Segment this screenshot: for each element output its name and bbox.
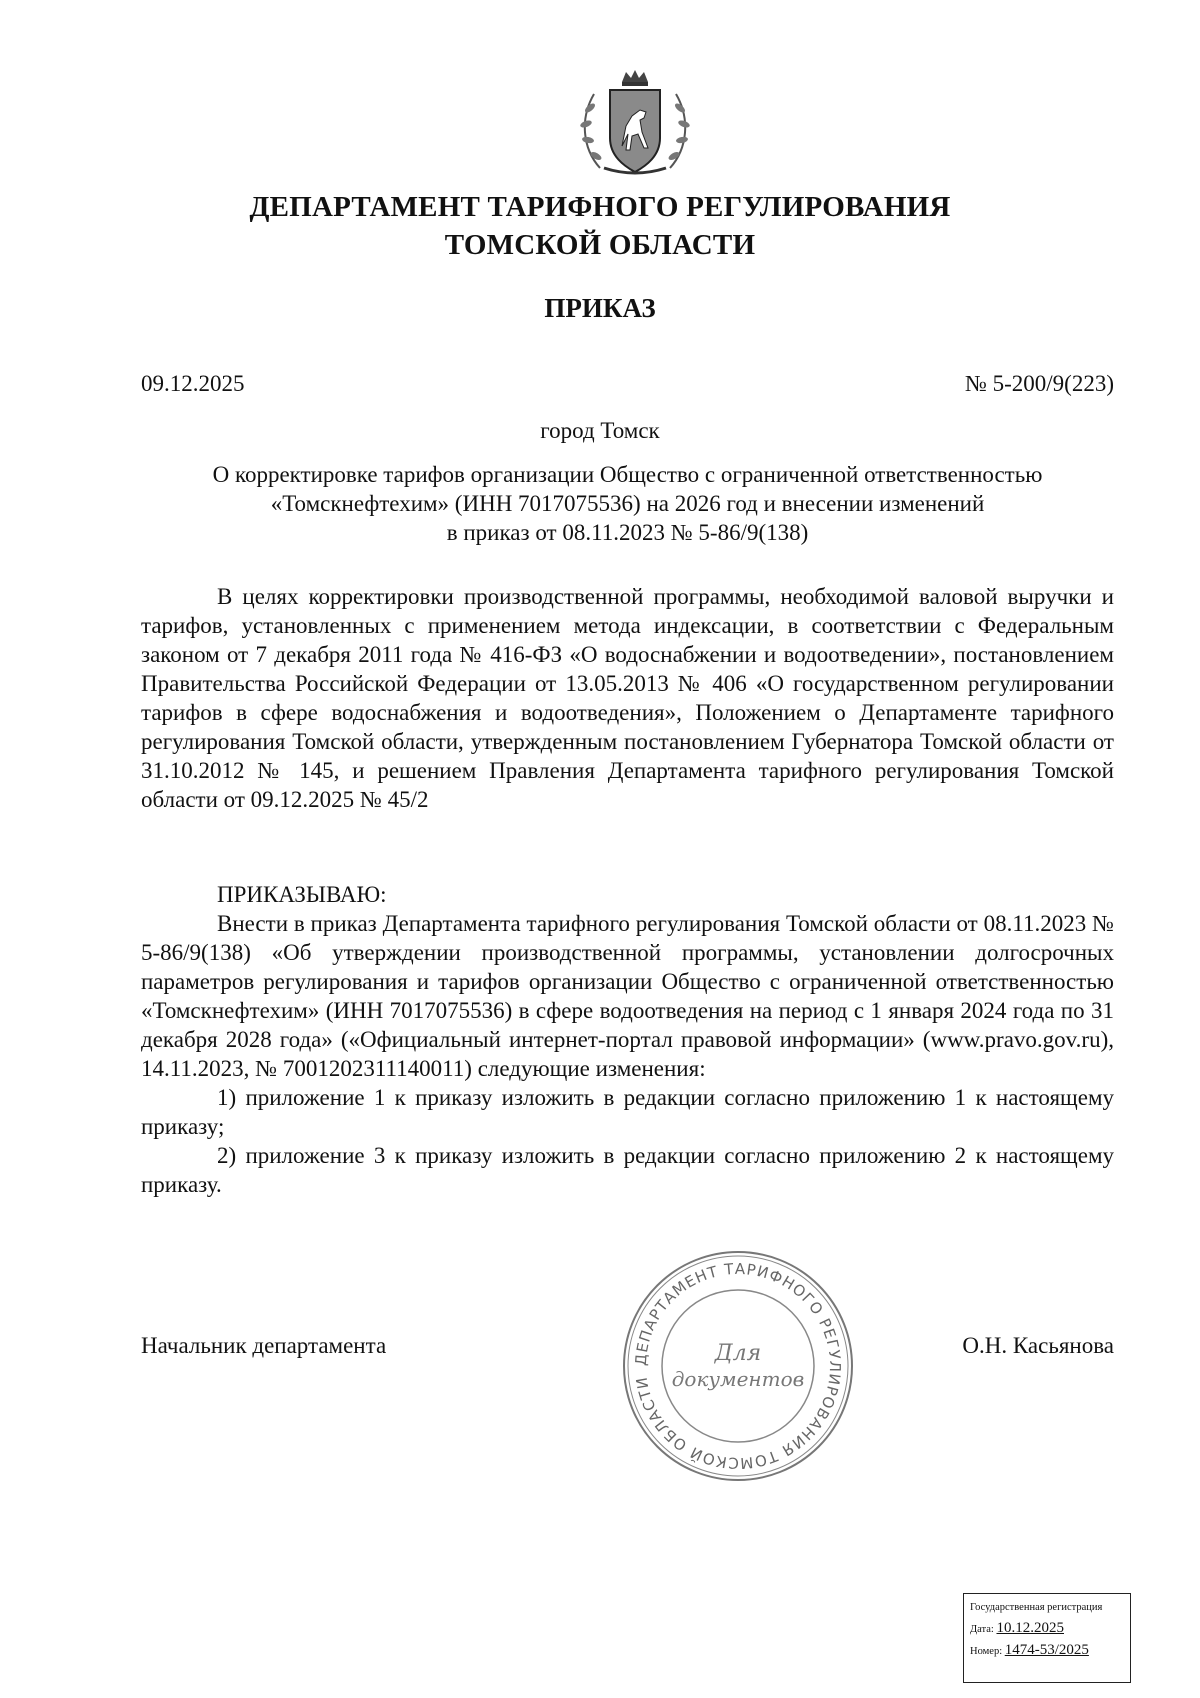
stamp-ring-text: ДЕПАРТАМЕНТ ТАРИФНОГО РЕГУЛИРОВАНИЯ ТОМСКОЙ ОБЛАСТИ [631,1259,845,1473]
preamble-paragraph: В целях корректировки производственной программы, необходимой валовой выручки и тарифов, установленных с применением метода индексации, в соответствии с Федеральным законом от 7 декабря 2011 года № 416-ФЗ «О водоснабжении и водоотведении», постановлением Правительства Российской Федерации от 13.05.2013 № 406 «О государственном регулировании тарифов в сфере водоснабжения и водоотведения», Положением о Департаменте тарифного регулирования Томской области, утвержденным постановлением Губернатора Томской области от 31.10.2012 № 145, и решением Правления Департамента тарифного регулирования Томской области от 09.12.2025 № 45/2 [141,584,1114,812]
order-section [141,909,1114,1199]
order-item-1: 1) приложение 1 к приказу изложить в редакции согласно приложению 1 к настоящему приказу; [141,1085,1114,1139]
registration-number-value: 1474-53/2025 [1004,1642,1089,1658]
document-city: город Томск [540,418,660,443]
department-title-line2: ТОМСКОЙ ОБЛАСТИ [444,229,756,261]
preamble-section [141,582,1114,814]
subject-line3: в приказ от 08.11.2023 № 5-86/9(138) [446,520,809,545]
document-date: 09.12.2025 [141,371,245,396]
subject-line1: О корректировке тарифов организации Общество с ограниченной ответственностью [212,462,1043,487]
signer-position: Начальник департамента [141,1333,387,1358]
order-word: ПРИКАЗЫВАЮ: [217,882,387,907]
department-title-line1: ДЕПАРТАМЕНТ ТАРИФНОГО РЕГУЛИРОВАНИЯ [249,191,951,223]
document-number: № 5-200/9(223) [964,371,1114,396]
registration-date-label: Дата: [970,1624,994,1635]
department-title [0,188,1200,264]
registration-box [963,1593,1131,1683]
registration-title: Государственная регистрация [970,1602,1103,1613]
registration-number-label: Номер: [970,1646,1003,1657]
subject-line2: «Томскнефтехим» (ИНН 7017075536) на 2026 год и внесении изменений [270,491,985,516]
official-stamp [620,1248,856,1484]
document-type: ПРИКАЗ [544,293,656,323]
signer-name: О.Н. Касьянова [962,1333,1114,1358]
document-subject [141,460,1114,547]
registration-date-value: 10.12.2025 [996,1620,1064,1636]
coat-of-arms-icon [570,68,700,180]
order-intro-paragraph: Внести в приказ Департамента тарифного регулирования Томской области от 08.11.2023 № 5-86/9(138) «Об утверждении производственной программы, установлении долгосрочных параметров регулирования и тарифов организации Общество с ограниченной ответственностью «Томскнефтехим» (ИНН 7017075536) в сфере водоотведения на период с 1 января 2024 года по 31 декабря 2028 года» («Официальный интернет-портал правовой информации» (www.pravo.gov.ru), 14.11.2023, № 7001202311140011) следующие изменения: [141,911,1114,1081]
stamp-center-line2: документов [671,1367,805,1391]
stamp-center-line1: Для [714,1341,762,1366]
order-item-2: 2) приложение 3 к приказу изложить в редакции согласно приложению 2 к настоящему приказу. [141,1143,1114,1197]
